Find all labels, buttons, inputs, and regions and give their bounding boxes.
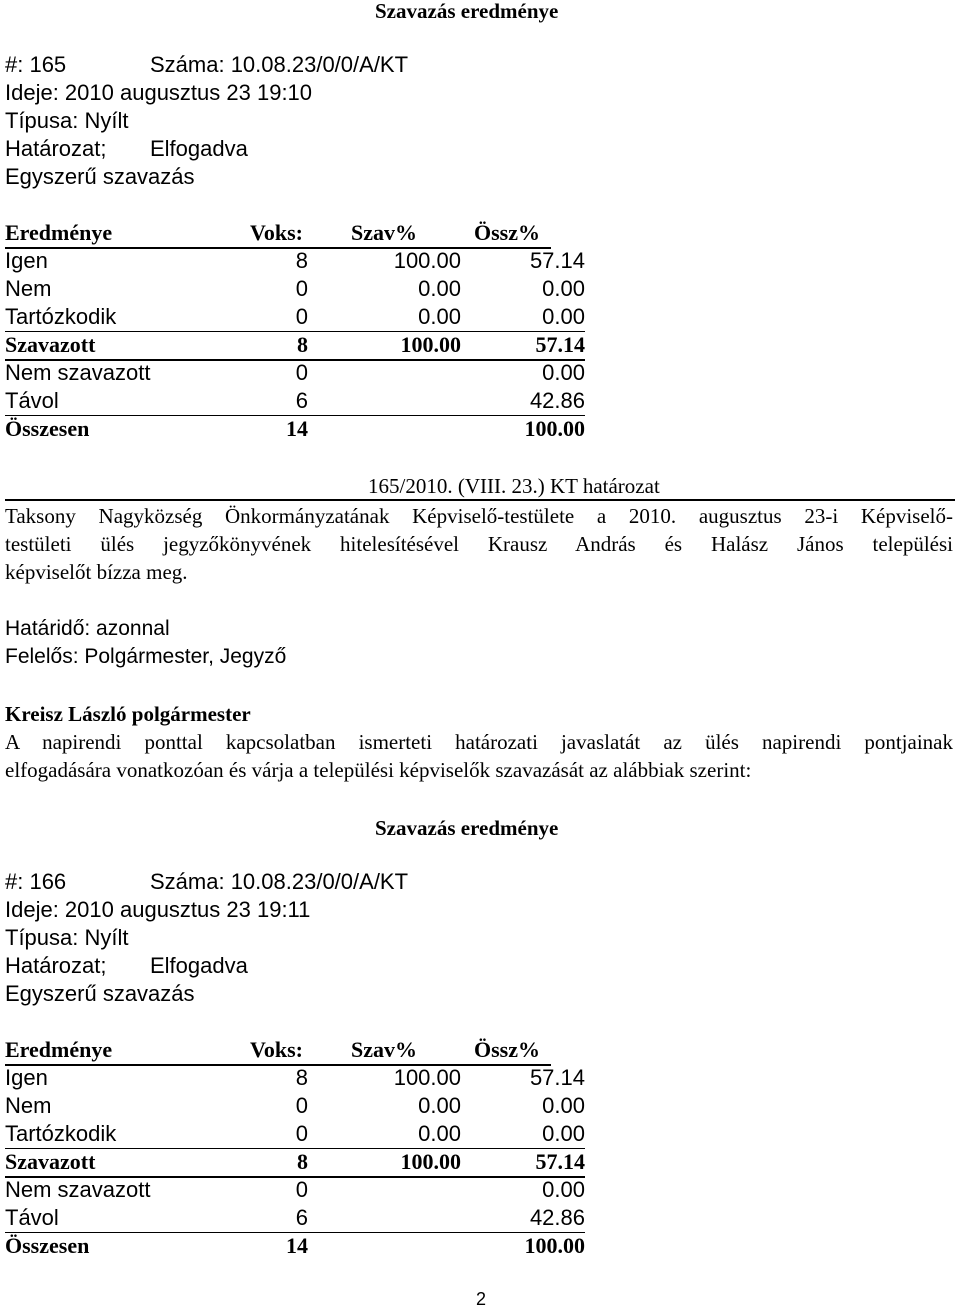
table-row — [5, 1148, 585, 1178]
vote-tipusa: Típusa: Nyílt — [5, 108, 129, 133]
table-row — [5, 387, 585, 416]
row-label: Tartózkodik — [5, 304, 117, 329]
row-ossz: 42.86 — [529, 388, 585, 413]
vote-tipusa: Típusa: Nyílt — [5, 925, 129, 950]
row-voks: 14 — [286, 1233, 308, 1258]
row-szav: 100.00 — [393, 1065, 461, 1090]
vote-result-title: Szavazás eredménye — [375, 816, 559, 840]
header-ossz: Össz% — [474, 220, 540, 245]
row-szav: 100.00 — [400, 1149, 461, 1174]
row-ossz: 0.00 — [542, 1177, 585, 1202]
row-label: Nem — [5, 276, 52, 301]
table-row — [5, 247, 585, 275]
row-szav: 0.00 — [418, 1093, 461, 1118]
table-row — [5, 415, 585, 443]
header-eredmenye: Eredménye — [5, 220, 113, 245]
row-ossz: 0.00 — [542, 304, 585, 329]
vote-ideje: Ideje: 2010 augusztus 23 19:10 — [5, 80, 313, 105]
row-label: Összesen — [5, 416, 90, 441]
row-ossz: 0.00 — [542, 360, 585, 385]
header-ossz: Össz% — [474, 1037, 540, 1062]
resolution-hatarido: Határidő: azonnal — [5, 617, 170, 640]
row-ossz: 57.14 — [535, 1149, 585, 1174]
row-label: Nem szavazott — [5, 1177, 151, 1202]
vote-result-title: Szavazás eredménye — [375, 0, 559, 23]
vote-table-header — [5, 219, 551, 249]
row-label: Igen — [5, 248, 48, 273]
header-eredmenye: Eredménye — [5, 1037, 113, 1062]
row-ossz: 57.14 — [529, 1065, 585, 1090]
row-label: Szavazott — [5, 332, 96, 357]
vote-szama: Száma: 10.08.23/0/0/A/KT — [150, 869, 409, 894]
row-ossz: 0.00 — [542, 276, 585, 301]
row-ossz: 42.86 — [529, 1205, 585, 1230]
row-voks: 0 — [295, 304, 308, 329]
row-voks: 0 — [295, 1093, 308, 1118]
table-row — [5, 1120, 585, 1149]
row-voks: 8 — [295, 1065, 308, 1090]
header-voks: Voks: — [250, 1037, 303, 1062]
row-label: Nem — [5, 1093, 52, 1118]
page-number: 2 — [476, 1289, 487, 1309]
vote-ideje: Ideje: 2010 augusztus 23 19:11 — [5, 897, 311, 922]
vote-number: #: 166 — [5, 869, 67, 894]
row-szav: 100.00 — [393, 248, 461, 273]
row-voks: 0 — [295, 1121, 308, 1146]
row-label: Igen — [5, 1065, 48, 1090]
table-row — [5, 1064, 585, 1092]
table-row — [5, 1232, 585, 1260]
resolution-line: Taksony Nagyközség Önkormányzatának Képviselő-testülete a 2010. augusztus 23-i Képviselő- — [5, 504, 953, 528]
vote-hatarozat-label: Határozat; — [5, 136, 107, 161]
row-label: Összesen — [5, 1233, 90, 1258]
header-voks: Voks: — [250, 220, 303, 245]
row-voks: 14 — [286, 416, 308, 441]
row-voks: 0 — [295, 360, 308, 385]
row-label: Nem szavazott — [5, 360, 151, 385]
row-szav: 100.00 — [400, 332, 461, 357]
header-szav: Szav% — [351, 1037, 417, 1062]
speaker-line: elfogadására vonatkozóan és várja a települési képviselők szavazását az alábbiak szerint: — [5, 758, 752, 782]
row-voks: 8 — [295, 248, 308, 273]
resolution-text — [5, 502, 953, 586]
row-ossz: 0.00 — [542, 1093, 585, 1118]
speaker-name: Kreisz László polgármester — [5, 702, 251, 726]
vote-mode: Egyszerű szavazás — [5, 981, 195, 1006]
row-voks: 8 — [297, 1149, 308, 1174]
resolution-divider — [5, 499, 955, 501]
vote-mode: Egyszerű szavazás — [5, 164, 195, 189]
row-voks: 6 — [295, 388, 308, 413]
vote-hatarozat-value: Elfogadva — [150, 136, 248, 161]
row-label: Tartózkodik — [5, 1121, 117, 1146]
row-ossz: 100.00 — [524, 1233, 585, 1258]
speaker-line: A napirendi ponttal kapcsolatban ismerteti határozati javaslatát az ülés napirendi pontjainak — [5, 730, 953, 754]
vote-number: #: 165 — [5, 52, 67, 77]
vote-hatarozat-label: Határozat; — [5, 953, 107, 978]
vote-szama: Száma: 10.08.23/0/0/A/KT — [150, 52, 409, 77]
vote-table-header — [5, 1036, 551, 1066]
row-ossz: 57.14 — [529, 248, 585, 273]
row-label: Távol — [5, 1205, 59, 1230]
table-row — [5, 303, 585, 332]
row-szav: 0.00 — [418, 276, 461, 301]
row-voks: 0 — [295, 1177, 308, 1202]
row-ossz: 0.00 — [542, 1121, 585, 1146]
table-row — [5, 1176, 585, 1204]
resolution-felelos: Felelős: Polgármester, Jegyző — [5, 645, 287, 668]
row-szav: 0.00 — [418, 304, 461, 329]
resolution-line: testületi ülés jegyzőkönyvének hitelesítésével Krausz András és Halász János települési — [5, 532, 953, 556]
vote-hatarozat-value: Elfogadva — [150, 953, 248, 978]
table-row — [5, 1092, 585, 1120]
row-voks: 0 — [295, 276, 308, 301]
table-row — [5, 1204, 585, 1233]
table-row — [5, 359, 585, 387]
row-label: Távol — [5, 388, 59, 413]
speaker-text — [5, 728, 953, 784]
header-szav: Szav% — [351, 220, 417, 245]
row-szav: 0.00 — [418, 1121, 461, 1146]
resolution-heading: 165/2010. (VIII. 23.) KT határozat — [368, 474, 660, 498]
row-voks: 8 — [297, 332, 308, 357]
resolution-line: képviselőt bízza meg. — [5, 560, 188, 584]
row-ossz: 100.00 — [524, 416, 585, 441]
row-voks: 6 — [295, 1205, 308, 1230]
row-ossz: 57.14 — [535, 332, 585, 357]
table-row — [5, 275, 585, 303]
row-label: Szavazott — [5, 1149, 96, 1174]
table-row — [5, 331, 585, 361]
